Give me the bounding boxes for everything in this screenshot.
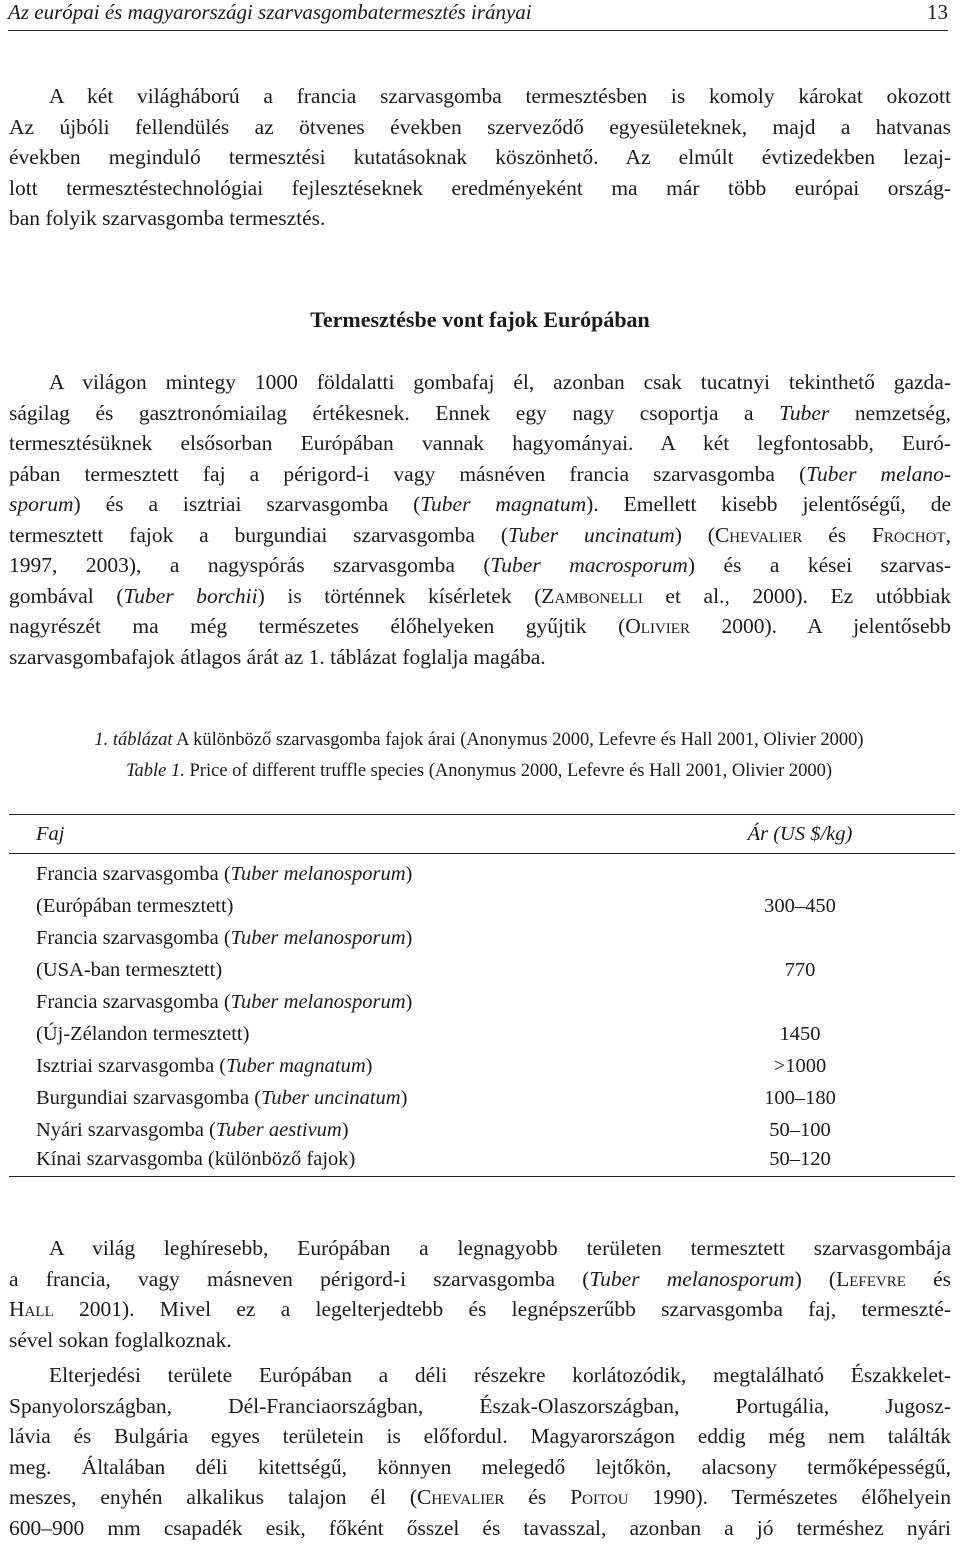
- price-cell: >1000: [773, 1055, 827, 1077]
- price-cell: 50–120: [685, 1142, 955, 1177]
- paragraph-distribution: [9, 1360, 951, 1543]
- text-line: A világon mintegy 1000 földalatti gombafaj él, azonban csak tucatnyi tekinthető gazda-: [49, 370, 951, 394]
- text-line: Az újbóli fellendülés az ötvenes években szerveződő egyesületeknek, majd a hatvanas: [9, 114, 951, 139]
- column-header-price: Ár (US $/kg): [685, 815, 955, 854]
- text-line: 600–900 mm csapadék esik, főként ősszel és tavasszal, azonban a jó terméshez nyári: [9, 1515, 951, 1540]
- text-line: termesztett fajok a burgundiai szarvasgomba (Tuber uncinatum) (Chevalier és Frochot,: [9, 522, 951, 547]
- page-number: 13: [927, 0, 948, 24]
- text-line: meszes, enyhén alkalikus talajon él (Chevalier és Poitou 1990). Természetes élőhelyein: [9, 1485, 951, 1509]
- price-cell: 1450: [779, 1023, 821, 1045]
- table-row: Burgundiai szarvasgomba (Tuber uncinatum) 100–180: [9, 1078, 955, 1110]
- text-line: Spanyolországban, Dél-Franciaországban, Észak-Olaszországban, Portugália, Jugosz-: [9, 1393, 951, 1418]
- text-line: sporum) és a isztriai szarvasgomba (Tuber magnatum). Emellett kisebb jelentőségű, de: [9, 492, 951, 516]
- text-line: meg. Általában déli kitettségű, könnyen melegedő lejtőkön, alacsony termőképességű,: [9, 1454, 951, 1479]
- table-caption-hungarian: 1. táblázat A különböző szarvasgomba fajok árai (Anonymus 2000, Lefevre és Hall 2001, Olivier 2000): [94, 730, 864, 750]
- table-row: (USA-ban termesztett) 770: [9, 950, 955, 982]
- price-cell: 100–180: [764, 1087, 836, 1109]
- table-row: Francia szarvasgomba (Tuber melanosporum): [36, 863, 413, 885]
- table-row: Kínai szarvasgomba (különböző fajok) 50–120: [9, 1142, 955, 1177]
- text-line: gombával (Tuber borchii) is történnek kísérletek (Zambonelli et al., 2000). Ez utóbbiak: [9, 583, 951, 608]
- running-header: [8, 0, 948, 31]
- table-row: Francia szarvasgomba (Tuber melanosporum): [36, 927, 413, 949]
- text-line: sével sokan foglalkoznak.: [9, 1327, 232, 1352]
- paragraph-intro: [9, 81, 951, 234]
- table-caption-english: Table 1. Price of different truffle species (Anonymus 2000, Lefevre és Hall 2001, Olivier 2000): [125, 761, 833, 781]
- text-line: szarvasgombafajok átlagos árát az 1. táblázat foglalja magába.: [9, 644, 546, 669]
- text-line: években meginduló termesztési kutatásoknak köszönhető. Az elmúlt évtizedekben lezaj-: [9, 145, 951, 169]
- table-row: (Európában termesztett) 300–450: [9, 886, 955, 918]
- text-line: A két világháború a francia szarvasgomba termesztésben is komoly károkat okozott: [49, 84, 951, 108]
- table-row: Francia szarvasgomba (Tuber melanosporum): [36, 991, 413, 1013]
- text-line: A világ leghíresebb, Európában a legnagyobb területen termesztett szarvasgombája: [49, 1236, 951, 1260]
- price-cell: 300–450: [764, 895, 836, 917]
- price-cell: 50–100: [769, 1119, 831, 1141]
- paragraph-species: [9, 367, 951, 672]
- text-line: Elterjedési területe Európában a déli részekre korlátozódik, megtalálható Északkelet-: [49, 1363, 951, 1387]
- text-line: 1997, 2003), a nagyspórás szarvasgomba (Tuber macrosporum) és a kései szarvas-: [9, 553, 951, 577]
- running-title: Az európai és magyarországi szarvasgombatermesztés irányai: [8, 0, 532, 24]
- table-row: Nyári szarvasgomba (Tuber aestivum) 50–100: [9, 1110, 955, 1142]
- table-row: (Új-Zélandon termesztett) 1450: [9, 1014, 955, 1046]
- text-line: Hall 2001). Mivel ez a legelterjedtebb és legnépszerűbb szarvasgomba faj, termeszté-: [9, 1297, 951, 1321]
- text-line: pában termesztett faj a périgord-i vagy másnéven francia szarvasgomba (Tuber melano-: [9, 461, 951, 486]
- paragraph-melanosporum: [9, 1233, 951, 1355]
- price-table: [9, 814, 955, 1177]
- section-heading: Termesztésbe vont fajok Európában: [310, 307, 650, 332]
- text-line: ságilag és gasztronómiailag értékesnek. Ennek egy nagy csoportja a Tuber nemzetség,: [9, 400, 952, 425]
- column-header-species: Faj: [9, 815, 685, 854]
- text-line: lott termesztéstechnológiai fejlesztéseknek eredményeként ma már több európai ország-: [9, 175, 951, 200]
- text-line: a francia, vagy másneven périgord-i szarvasgomba (Tuber melanosporum) (Lefevre és: [9, 1266, 951, 1291]
- table-header-row: [9, 815, 955, 854]
- text-line: ban folyik szarvasgomba termesztés.: [9, 206, 326, 230]
- table-row: Isztriai szarvasgomba (Tuber magnatum) >1000: [9, 1046, 955, 1078]
- text-line: nagyrészét ma még természetes élőhelyeken gyűjtik (Olivier 2000). A jelentősebb: [9, 614, 951, 638]
- text-line: termesztésüknek elsősorban Európában vannak hagyományai. A két legfontosabb, Euró-: [9, 431, 951, 455]
- text-line: lávia és Bulgária egyes területein is előfordul. Magyarországon eddig még nem találták: [9, 1424, 951, 1448]
- price-cell: 770: [784, 959, 816, 981]
